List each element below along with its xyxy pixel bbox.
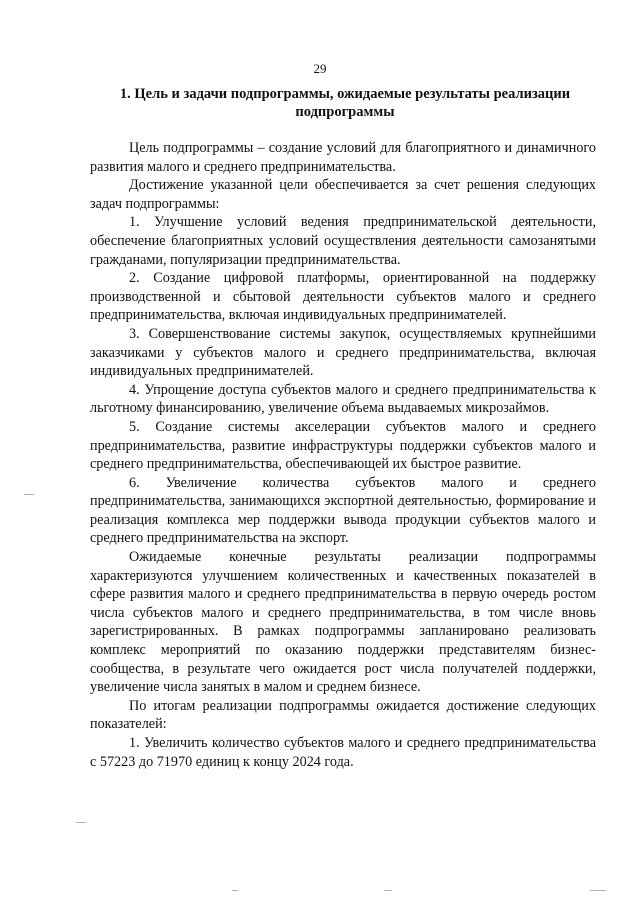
- page-number: 29: [313, 61, 327, 76]
- scan-speck: [384, 890, 392, 891]
- paragraph-task-5: 5. Создание системы акселерации субъектов малого и среднего предпринимательства, развитие инфраструктуры поддержки субъектов малого и среднего предпринимательства, обеспечивающей их быстрое развитие.: [90, 418, 596, 473]
- paragraph-goal: Цель подпрограммы – создание условий для благоприятного и динамичного развития малого и среднего предпринимательства.: [90, 140, 596, 175]
- document-body: [90, 139, 596, 771]
- scan-speck: [24, 494, 34, 495]
- paragraph-task-3: 3. Совершенствование системы закупок, осуществляемых крупнейшими заказчиками у субъектов малого и среднего предпринимательства, включая индивидуальных предпринимателей.: [90, 325, 596, 380]
- paragraph-indicators-intro: По итогам реализации подпрограммы ожидается достижение следующих показателей:: [90, 697, 596, 733]
- section-heading: 1. Цель и задачи подпрограммы, ожидаемые результаты реализации подпрограммы: [119, 86, 571, 120]
- scan-speck: [590, 890, 606, 891]
- scan-speck: [76, 822, 86, 823]
- scan-speck: [232, 890, 238, 891]
- paragraph-tasks-intro: Достижение указанной цели обеспечивается за счет решения следующих задач подпрограммы:: [90, 177, 596, 212]
- paragraph-task-4: 4. Упрощение доступа субъектов малого и среднего предпринимательства к льготному финансированию, увеличение объема выдаваемых микрозаймов.: [90, 381, 596, 417]
- paragraph-indicator-1: 1. Увеличить количество субъектов малого и среднего предпринимательства с 57223 до 71970 единиц к концу 2024 года.: [90, 735, 596, 770]
- paragraph-task-2: 2. Создание цифровой платформы, ориентированной на поддержку производственной и сбытовой деятельности субъектов малого и среднего предпринимательства, включая индивидуальных предпринимателей.: [90, 270, 596, 324]
- paragraph-expected-results: Ожидаемые конечные результаты реализации подпрограммы характеризуются улучшением количественных и качественных показателей в сфере развития малого и среднего предпринимательства в первую очередь ростом числа субъектов малого и среднего предпринимательства, в том числе вновь зарегистрированных. В рамках подпрограммы запланировано реализовать комплекс мероприятий по оказанию поддержки представителям бизнес-сообщества, в результате чего ожидается рост числа получателей поддержки, увеличение числа занятых в малом и среднем бизнесе.: [90, 549, 596, 696]
- paragraph-task-6: 6. Увеличение количества субъектов малого и среднего предпринимательства, занимающихся экспортной деятельностью, формирование и реализация комплекса мер поддержки вывода продукции субъектов малого и среднего предпринимательства на экспорт.: [90, 474, 596, 547]
- paragraph-task-1: 1. Улучшение условий ведения предпринимательской деятельности, обеспечение благоприятных условий осуществления деятельности самозанятыми гражданами, популяризации предпринимательства.: [90, 214, 596, 268]
